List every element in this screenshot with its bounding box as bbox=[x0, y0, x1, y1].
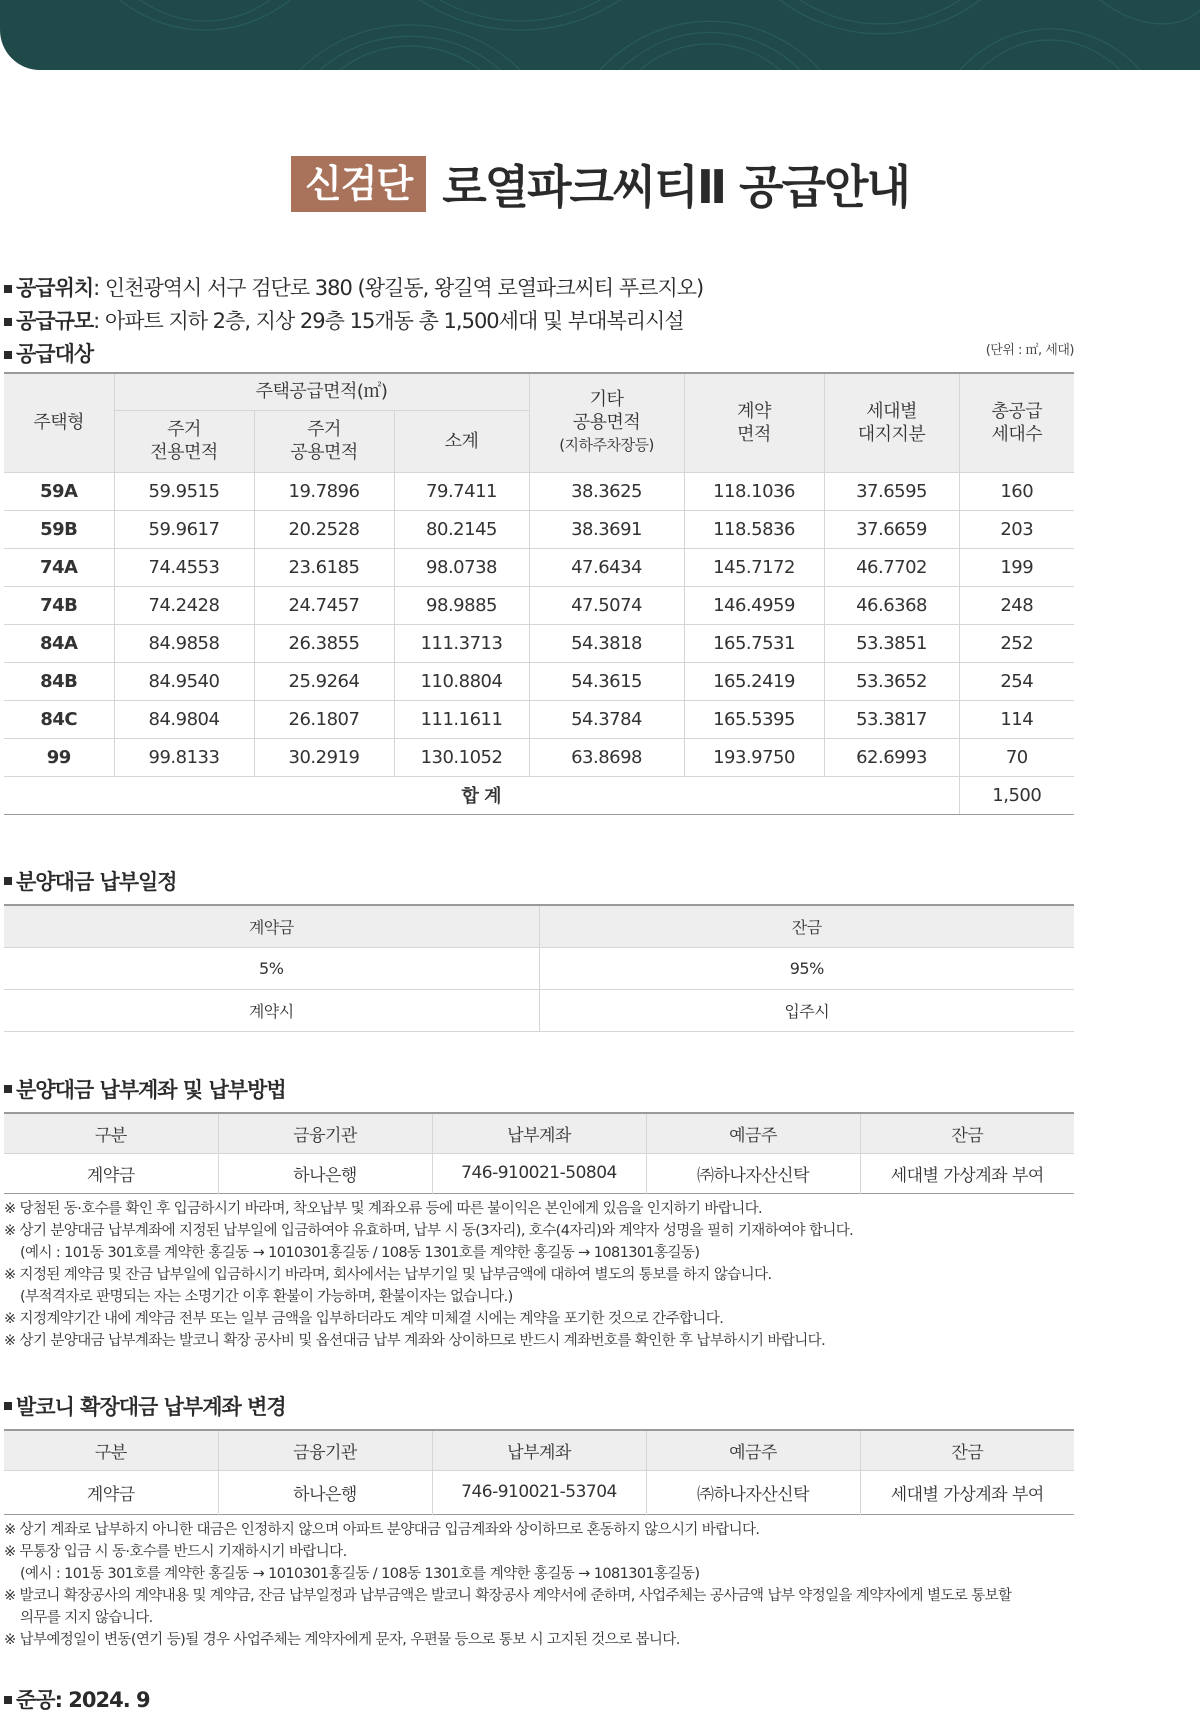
supply-table bbox=[4, 372, 1074, 815]
header-contract-area bbox=[684, 373, 824, 472]
cell-subtotal: 111.3713 bbox=[394, 624, 529, 662]
account-header-balance: 잔금 bbox=[860, 1113, 1074, 1153]
schedule-balance-timing: 입주시 bbox=[539, 989, 1074, 1031]
balcony-number: 746-910021-53704 bbox=[432, 1470, 646, 1514]
table-row bbox=[4, 472, 1074, 510]
cell-common: 23.6185 bbox=[254, 548, 394, 586]
supply-table-body bbox=[4, 472, 1074, 776]
cell-subtotal: 79.7411 bbox=[394, 472, 529, 510]
cell-subtotal: 98.9885 bbox=[394, 586, 529, 624]
supply-scale bbox=[4, 305, 1074, 338]
cell-subtotal: 98.0738 bbox=[394, 548, 529, 586]
cell-subtotal: 110.8804 bbox=[394, 662, 529, 700]
cell-exclusive: 74.4553 bbox=[114, 548, 254, 586]
completion-line bbox=[4, 1687, 1074, 1713]
header-other-line3: (지하주차장등) bbox=[559, 436, 654, 455]
cell-type: 59A bbox=[4, 472, 114, 510]
note: ※ 당첨된 동·호수를 확인 후 입금하시기 바라며, 착오납부 및 계좌오류 등에 따른 불이익은 본인에게 있음을 인지하기 바랍니다. bbox=[4, 1200, 763, 1217]
schedule-header-balance: 잔금 bbox=[539, 905, 1074, 947]
bullet-square-icon bbox=[4, 318, 12, 326]
balcony-account-heading bbox=[4, 1391, 1074, 1421]
cell-exclusive: 74.2428 bbox=[114, 586, 254, 624]
account-balance: 세대별 가상계좌 부여 bbox=[890, 1165, 1044, 1186]
note: ※ 납부예정일이 변동(연기 등)될 경우 사업주체는 계약자에게 문자, 우편물 등으로 통보 시 고지된 것으로 봅니다. bbox=[4, 1631, 680, 1648]
cell-other: 47.6434 bbox=[529, 548, 684, 586]
header-common-line2: 공용면적 bbox=[290, 442, 358, 463]
header-exclusive-area bbox=[114, 410, 254, 472]
cell-common: 26.1807 bbox=[254, 700, 394, 738]
payment-schedule-table bbox=[4, 904, 1074, 1032]
title-main: 로열파크씨티Ⅱ 공급안내 bbox=[442, 160, 909, 214]
cell-units: 248 bbox=[959, 586, 1074, 624]
cell-type: 84C bbox=[4, 700, 114, 738]
payment-account-notes bbox=[4, 1198, 1074, 1352]
table-row bbox=[4, 510, 1074, 548]
cell-contract: 165.5395 bbox=[684, 700, 824, 738]
table-row bbox=[4, 548, 1074, 586]
total-label: 합 계 bbox=[4, 776, 959, 814]
supply-target bbox=[4, 338, 1074, 371]
cell-other: 54.3818 bbox=[529, 624, 684, 662]
cell-common: 30.2919 bbox=[254, 738, 394, 776]
cell-other: 63.8698 bbox=[529, 738, 684, 776]
cell-land: 62.6993 bbox=[824, 738, 959, 776]
table-row bbox=[4, 662, 1074, 700]
note: (예시 : 101동 301호를 계약한 홍길동 → 1010301홍길동 / 108동 1301호를 계약한 홍길동 → 1081301홍길동) bbox=[20, 1565, 700, 1582]
payment-account-section bbox=[4, 1074, 1074, 1352]
balcony-balance: 세대별 가상계좌 부여 bbox=[890, 1484, 1044, 1505]
cell-exclusive: 59.9617 bbox=[114, 510, 254, 548]
payment-account-table bbox=[4, 1112, 1074, 1194]
cell-common: 19.7896 bbox=[254, 472, 394, 510]
account-bank: 하나은행 bbox=[218, 1153, 432, 1193]
payment-account-heading bbox=[4, 1074, 1074, 1104]
note: ※ 상기 분양대금 납부계좌에 지정된 납부일에 입금하여야 유효하며, 납부 시 동(3자리), 호수(4자리)와 계약자 성명을 필히 기재하여야 합니다. bbox=[4, 1222, 854, 1239]
bullet-square-icon bbox=[4, 877, 12, 885]
table-row bbox=[4, 700, 1074, 738]
schedule-balance-percent: 95% bbox=[539, 947, 1074, 989]
account-header-category: 구분 bbox=[4, 1113, 218, 1153]
cell-units: 70 bbox=[959, 738, 1074, 776]
cell-common: 24.7457 bbox=[254, 586, 394, 624]
supply-info bbox=[4, 272, 1074, 371]
cell-contract: 145.7172 bbox=[684, 548, 824, 586]
bullet-square-icon bbox=[4, 1696, 12, 1704]
schedule-deposit-timing: 계약시 bbox=[4, 989, 539, 1031]
header-type: 주택형 bbox=[4, 373, 114, 472]
header-area-group: 주택공급면적(㎡) bbox=[114, 373, 529, 410]
cell-contract: 165.2419 bbox=[684, 662, 824, 700]
note: ※ 상기 분양대금 납부계좌는 발코니 확장 공사비 및 옵션대금 납부 계좌와 상이하므로 반드시 계좌번호를 확인한 후 납부하시기 바랍니다. bbox=[4, 1332, 826, 1349]
balcony-account-title: 발코니 확장대금 납부계좌 변경 bbox=[16, 1395, 286, 1419]
supply-target-label: 공급대상 bbox=[16, 342, 94, 366]
cell-units: 254 bbox=[959, 662, 1074, 700]
cell-other: 38.3625 bbox=[529, 472, 684, 510]
note: ※ 지정계약기간 내에 계약금 전부 또는 일부 금액을 입부하더라도 계약 미체결 시에는 계약을 포기한 것으로 간주합니다. bbox=[4, 1310, 724, 1327]
note: (예시 : 101동 301호를 계약한 홍길동 → 1010301홍길동 / 108동 1301호를 계약한 홍길동 → 1081301홍길동) bbox=[20, 1244, 700, 1261]
header-land-share bbox=[824, 373, 959, 472]
note: (부적격자로 판명되는 자는 소명기간 이후 환불이 가능하며, 환불이자는 없습니다.) bbox=[20, 1288, 513, 1305]
cell-other: 47.5074 bbox=[529, 586, 684, 624]
cell-land: 46.7702 bbox=[824, 548, 959, 586]
table-row bbox=[4, 586, 1074, 624]
cell-type: 74B bbox=[4, 586, 114, 624]
cell-subtotal: 130.1052 bbox=[394, 738, 529, 776]
cell-other: 38.3691 bbox=[529, 510, 684, 548]
header-common-line1: 주거 bbox=[307, 419, 341, 440]
header-other-common bbox=[529, 373, 684, 472]
header-other-line1: 기타 bbox=[589, 389, 624, 411]
supply-table-section bbox=[4, 372, 1074, 815]
cell-land: 46.6368 bbox=[824, 586, 959, 624]
schedule-deposit-percent: 5% bbox=[4, 947, 539, 989]
header-total-line1: 총공급 bbox=[991, 400, 1043, 422]
cell-contract: 118.5836 bbox=[684, 510, 824, 548]
cell-exclusive: 99.8133 bbox=[114, 738, 254, 776]
payment-schedule-heading bbox=[4, 866, 1074, 896]
balcony-bank: 하나은행 bbox=[218, 1470, 432, 1514]
cell-type: 84B bbox=[4, 662, 114, 700]
header-land-line2: 대지지분 bbox=[857, 423, 926, 445]
note: ※ 상기 계좌로 납부하지 아니한 대금은 인정하지 않으며 아파트 분양대금 입금계좌와 상이하므로 혼동하지 않으시기 바랍니다. bbox=[4, 1521, 760, 1538]
note: 의무를 지지 않습니다. bbox=[20, 1609, 153, 1626]
cell-exclusive: 84.9804 bbox=[114, 700, 254, 738]
account-header-bank: 금융기관 bbox=[218, 1113, 432, 1153]
supply-location-label: 공급위치 bbox=[16, 276, 94, 300]
cell-units: 203 bbox=[959, 510, 1074, 548]
cell-units: 199 bbox=[959, 548, 1074, 586]
bullet-square-icon bbox=[4, 285, 12, 293]
header-land-line1: 세대별 bbox=[866, 400, 917, 422]
cell-exclusive: 59.9515 bbox=[114, 472, 254, 510]
account-category: 계약금 bbox=[4, 1153, 218, 1193]
cell-other: 54.3784 bbox=[529, 700, 684, 738]
header-exclusive-line1: 주거 bbox=[167, 419, 201, 440]
cell-land: 37.6659 bbox=[824, 510, 959, 548]
account-header-holder: 예금주 bbox=[646, 1113, 860, 1153]
header-contract-line1: 계약 bbox=[737, 400, 771, 422]
cell-contract: 146.4959 bbox=[684, 586, 824, 624]
header-total-line2: 세대수 bbox=[991, 423, 1043, 445]
cell-land: 53.3851 bbox=[824, 624, 959, 662]
cell-type: 74A bbox=[4, 548, 114, 586]
bullet-square-icon bbox=[4, 1402, 12, 1410]
header-contract-line2: 면적 bbox=[737, 423, 771, 445]
account-holder: ㈜하나자산신탁 bbox=[646, 1153, 860, 1193]
header-subtotal: 소계 bbox=[394, 410, 529, 472]
balcony-account-notes bbox=[4, 1519, 1074, 1651]
cell-units: 160 bbox=[959, 472, 1074, 510]
balcony-header-bank: 금융기관 bbox=[218, 1430, 432, 1470]
completion-value: : 2024. 9 bbox=[54, 1688, 150, 1712]
cell-common: 20.2528 bbox=[254, 510, 394, 548]
cell-contract: 193.9750 bbox=[684, 738, 824, 776]
balcony-category: 계약금 bbox=[4, 1470, 218, 1514]
cell-units: 252 bbox=[959, 624, 1074, 662]
total-value: 1,500 bbox=[959, 776, 1074, 814]
header-exclusive-line2: 전용면적 bbox=[150, 442, 218, 463]
cell-contract: 118.1036 bbox=[684, 472, 824, 510]
balcony-header-category: 구분 bbox=[4, 1430, 218, 1470]
cell-common: 26.3855 bbox=[254, 624, 394, 662]
payment-schedule-title: 분양대금 납부일정 bbox=[16, 870, 177, 894]
account-number: 746-910021-50804 bbox=[432, 1153, 646, 1193]
cell-type: 59B bbox=[4, 510, 114, 548]
cell-type: 99 bbox=[4, 738, 114, 776]
balcony-holder: ㈜하나자산신탁 bbox=[646, 1470, 860, 1514]
bullet-square-icon bbox=[4, 351, 12, 359]
top-banner bbox=[0, 0, 1200, 70]
supply-scale-value: : 아파트 지하 2층, 지상 29층 15개동 총 1,500세대 및 부대복리시설 bbox=[93, 309, 684, 333]
bullet-square-icon bbox=[4, 1085, 12, 1093]
payment-schedule-section bbox=[4, 866, 1074, 1032]
cell-land: 53.3652 bbox=[824, 662, 959, 700]
supply-total-row bbox=[4, 776, 1074, 814]
supply-location bbox=[4, 272, 1074, 305]
cell-type: 84A bbox=[4, 624, 114, 662]
cell-land: 53.3817 bbox=[824, 700, 959, 738]
page-title bbox=[0, 152, 1200, 216]
header-other-line2: 공용면적 bbox=[572, 412, 641, 434]
completion-section bbox=[4, 1687, 1074, 1713]
supply-location-value: : 인천광역시 서구 검단로 380 (왕길동, 왕길역 로열파크씨티 푸르지오) bbox=[93, 276, 704, 300]
header-common-area bbox=[254, 410, 394, 472]
schedule-header-deposit: 계약금 bbox=[4, 905, 539, 947]
title-badge: 신검단 bbox=[291, 156, 426, 212]
balcony-header-number: 납부계좌 bbox=[432, 1430, 646, 1470]
account-header-number: 납부계좌 bbox=[432, 1113, 646, 1153]
cell-land: 37.6595 bbox=[824, 472, 959, 510]
unit-note: (단위 : ㎡, 세대) bbox=[985, 343, 1074, 358]
completion-label: 준공 bbox=[16, 1688, 55, 1712]
balcony-account-section bbox=[4, 1391, 1074, 1651]
balcony-account-table bbox=[4, 1429, 1074, 1515]
cell-exclusive: 84.9858 bbox=[114, 624, 254, 662]
cell-units: 114 bbox=[959, 700, 1074, 738]
note: ※ 무통장 입금 시 동·호수를 반드시 기재하시기 바랍니다. bbox=[4, 1543, 347, 1560]
balcony-header-holder: 예금주 bbox=[646, 1430, 860, 1470]
table-row bbox=[4, 624, 1074, 662]
banner-pattern-icon bbox=[0, 0, 1200, 70]
header-total-units bbox=[959, 373, 1074, 472]
supply-scale-label: 공급규모 bbox=[16, 309, 94, 333]
cell-subtotal: 80.2145 bbox=[394, 510, 529, 548]
table-row bbox=[4, 738, 1074, 776]
cell-contract: 165.7531 bbox=[684, 624, 824, 662]
note: ※ 발코니 확장공사의 계약내용 및 계약금, 잔금 납부일정과 납부금액은 발코니 확장공사 계약서에 준하며, 사업주체는 공사금액 납부 약정일을 계약자에게 별도로 통보할 bbox=[4, 1587, 1012, 1604]
cell-common: 25.9264 bbox=[254, 662, 394, 700]
balcony-header-balance: 잔금 bbox=[860, 1430, 1074, 1470]
payment-account-title: 분양대금 납부계좌 및 납부방법 bbox=[16, 1078, 286, 1102]
cell-other: 54.3615 bbox=[529, 662, 684, 700]
cell-exclusive: 84.9540 bbox=[114, 662, 254, 700]
note: ※ 지정된 계약금 및 잔금 납부일에 입금하시기 바라며, 회사에서는 납부기일 및 납부금액에 대하여 별도의 통보를 하지 않습니다. bbox=[4, 1266, 772, 1283]
cell-subtotal: 111.1611 bbox=[394, 700, 529, 738]
